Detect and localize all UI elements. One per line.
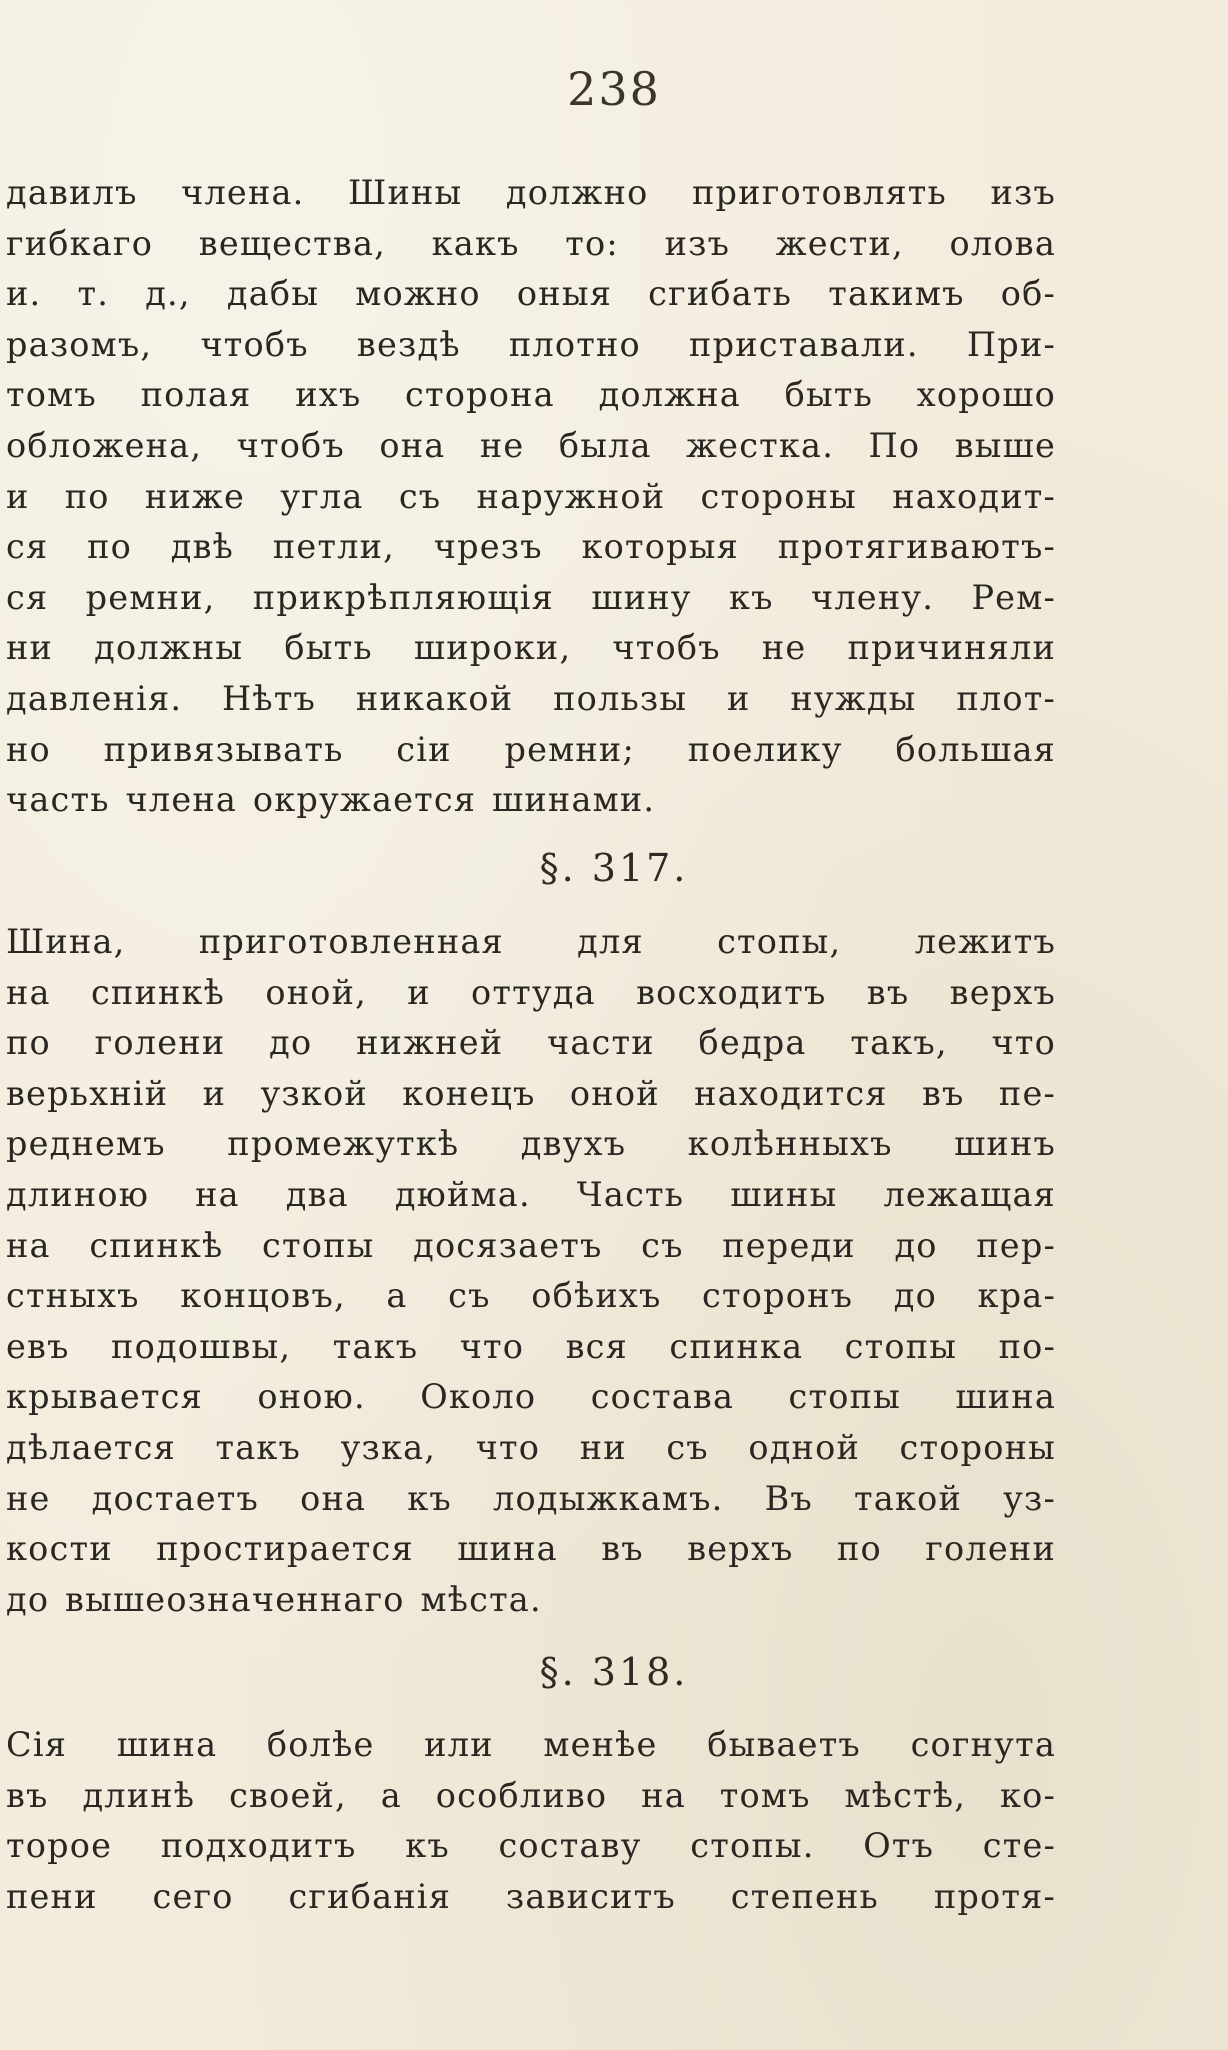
- text-line: торое подходитъ къ составу стопы. Отъ сте-: [6, 1826, 1056, 1866]
- text-line: крывается оною. Около состава стопы шина: [6, 1377, 1056, 1417]
- text-line: ни должны быть широки, чтобъ не причиняли: [6, 628, 1056, 668]
- page-number: 238: [567, 62, 661, 116]
- text-line: по голени до нижней части бедра такъ, что: [6, 1023, 1056, 1063]
- text-line: гибкаго вещества, какъ то: изъ жести, олова: [6, 223, 1056, 263]
- text-line: томъ полая ихъ сторона должна быть хорошо: [6, 375, 1056, 415]
- text-line: реднемъ промежуткѣ двухъ колѣнныхъ шинъ: [6, 1124, 1056, 1164]
- text-line: въ длинѣ своей, а особливо на томъ мѣстѣ, ко-: [6, 1775, 1056, 1815]
- text-line: но привязывать сіи ремни; поелику большая: [6, 729, 1056, 769]
- text-line: на спинкѣ стопы досязаетъ съ переди до пер-: [6, 1225, 1056, 1265]
- text-line: Шина, приготовленная для стопы, лежитъ: [6, 922, 1056, 961]
- text-line: Сія шина болѣе или менѣе бываетъ согнута: [6, 1725, 1056, 1764]
- text-line: и по ниже угла съ наружной стороны находит-: [6, 476, 1056, 516]
- section-heading-317: §. 317.: [539, 846, 689, 890]
- text-line: и. т. д., дабы можно оныя сгибать такимъ об-: [6, 274, 1056, 314]
- text-line: дѣлается такъ узка, что ни съ одной стороны: [6, 1427, 1056, 1467]
- text-line: пени сего сгибанія зависитъ степень протя-: [6, 1876, 1056, 1916]
- text-line: часть члена окружается шинами.: [6, 780, 656, 820]
- text-line: обложена, чтобъ она не была жестка. По выше: [6, 425, 1056, 465]
- text-line: евъ подошвы, такъ что вся спинка стопы по-: [6, 1326, 1056, 1366]
- text-line: стныхъ концовъ, а съ обѣихъ сторонъ до кра-: [6, 1276, 1056, 1316]
- text-line: ся по двѣ петли, чрезъ которыя протягиваютъ-: [6, 527, 1056, 567]
- text-line: верьхній и узкой конецъ оной находится въ пе-: [6, 1073, 1056, 1113]
- text-line: до вышеозначеннаго мѣста.: [6, 1579, 542, 1619]
- text-line: ся ремни, прикрѣпляющія шину къ члену. Рем-: [6, 577, 1056, 617]
- text-line: кости простирается шина въ верхъ по голени: [6, 1529, 1056, 1569]
- text-line: на спинкѣ оной, и оттуда восходитъ въ верхъ: [6, 972, 1056, 1012]
- text-line: не достаетъ она къ лодыжкамъ. Въ такой уз-: [6, 1478, 1056, 1518]
- paragraph-318: [6, 1720, 1056, 1922]
- paragraph-continuation: [6, 168, 1056, 826]
- text-line: разомъ, чтобъ вездѣ плотно приставали. При-: [6, 324, 1056, 364]
- paragraph-317: [6, 917, 1056, 1625]
- text-line: давилъ члена. Шины должно приготовлять изъ: [6, 173, 1056, 212]
- section-heading-318: §. 318.: [539, 1650, 689, 1694]
- text-line: давленія. Нѣтъ никакой пользы и нужды плот-: [6, 678, 1056, 718]
- text-line: длиною на два дюйма. Часть шины лежащая: [6, 1174, 1056, 1214]
